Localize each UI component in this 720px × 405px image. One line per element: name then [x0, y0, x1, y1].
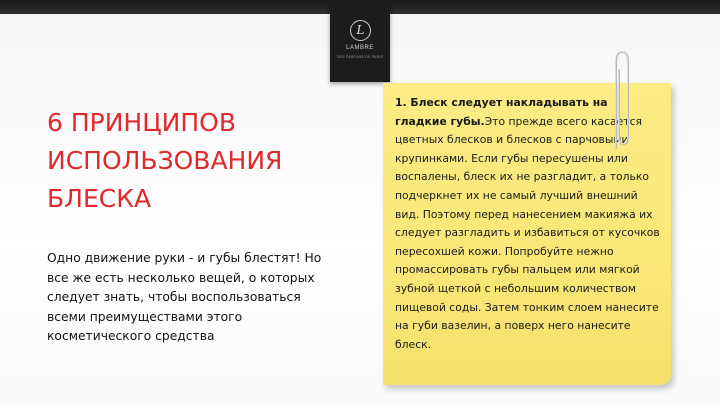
logo-tagline: DES PARFUMS DE PARIS [336, 55, 384, 59]
logo-brand-name: LAMBRE [346, 45, 374, 51]
title-line-1: 6 ПРИНЦИПОВ [47, 108, 236, 137]
lambre-logo-icon [350, 20, 371, 41]
paperclip-icon [608, 48, 634, 158]
logo-emblem-letter: L [356, 23, 365, 37]
brand-logo [330, 0, 390, 82]
page-title [47, 104, 347, 218]
note-body: Это прежде всего касается цветных блесков и блесков с парчовыми крупинками. Если губы пересушены или воспалены, блеск их не разгладит, а только подчеркнет их не самый лучший внешний вид. Поэтому перед нанесением макияжа их следует разгладить и избавиться от кусочков пересохшей кожи. Попробуйте нежно промассировать губы пальцем или мягкой зубной щеткой с небольшим количеством пищевой соды. Затем тонким слоем нанесите на губи вазелин, а поверх него нанесите блеск. [395, 114, 660, 351]
title-line-2: ИСПОЛЬЗОВАНИЯ [47, 146, 283, 175]
note-heading: 1. Блеск следует накладывать на гладкие губы. [395, 96, 608, 128]
title-line-3: БЛЕСКА [47, 184, 152, 213]
intro-paragraph: Одно движение руки - и губы блестят! Но все же есть несколько вещей, о которых следует знать, чтобы воспользоваться всеми преимуществами этого косметического средства [47, 251, 322, 343]
